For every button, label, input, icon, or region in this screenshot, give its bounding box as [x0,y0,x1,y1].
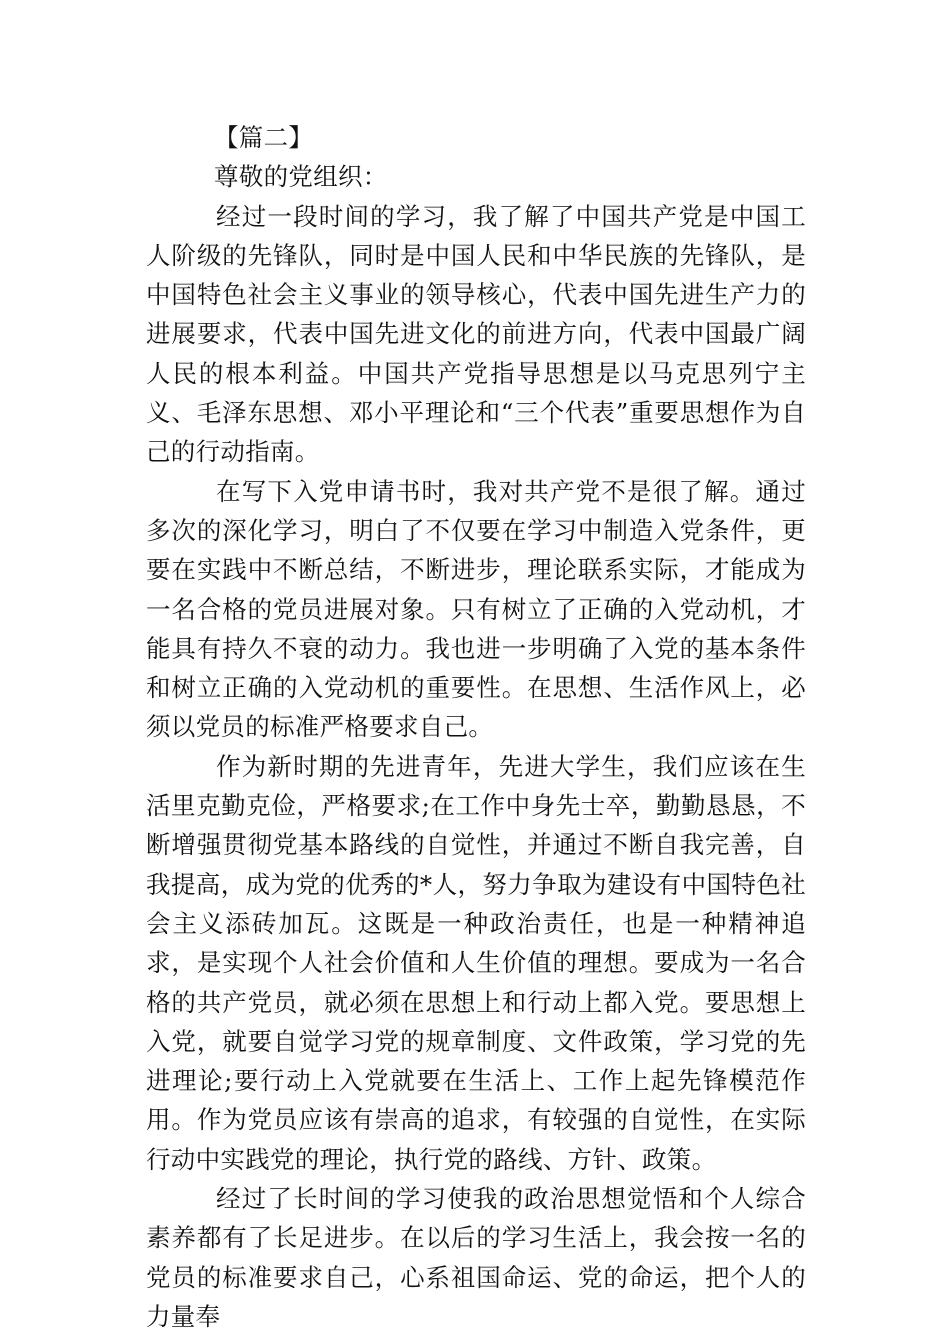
paragraph-4: 经过了长时间的学习使我的政治思想觉悟和个人综合素养都有了长足进步。在以后的学习生活上，我会按一名的党员的标准要求自己，心系祖国命运、党的命运，把个人的力量奉 [146,1184,806,1331]
paragraph-1: 经过一段时间的学习，我了解了中国共产党是中国工人阶级的先锋队，同时是中国人民和中华民族的先锋队，是中国特色社会主义事业的领导核心，代表中国先进生产力的进展要求，代表中国先进文化的前进方向，代表中国最广阔人民的根本利益。中国共产党指导思想是以马克思列宁主义、毛泽东思想、邓小平理论和“三个代表”重要思想作为自己的行动指南。 [146,201,806,467]
salutation: 尊敬的党组织： [214,162,388,192]
document-page [146,118,806,1336]
paragraph-2: 在写下入党申请书时，我对共产党不是很了解。通过多次的深化学习，明白了不仅要在学习中制造入党条件，更要在实践中不断总结，不断进步，理论联系实际，才能成为一名合格的党员进展对象。只有树立了正确的入党动机，才能具有持久不衰的动力。我也进一步明确了入党的基本条件和树立正确的入党动机的重要性。在思想、生活作风上，必须以党员的标准严格要求自己。 [146,476,806,742]
section-heading: 【篇二】 [214,123,314,152]
paragraph-3: 作为新时期的先进青年，先进大学生，我们应该在生活里克勤克俭，严格要求;在工作中身先士卒，勤勤恳恳，不断增强贯彻党基本路线的自觉性，并通过不断自我完善，自我提高，成为党的优秀的*人，努力争取为建设有中国特色社会主义添砖加瓦。这既是一种政治责任，也是一种精神追求，是实现个人社会价值和人生价值的理想。要成为一名合格的共产党员，就必须在思想上和行动上都入党。要思想上入党，就要自觉学习党的规章制度、文件政策，学习党的先进理论;要行动上入党就要在生活上、工作上起先锋模范作用。作为党员应该有崇高的追求，有较强的自觉性，在实际行动中实践党的理论，执行党的路线、方针、政策。 [146,751,806,1174]
